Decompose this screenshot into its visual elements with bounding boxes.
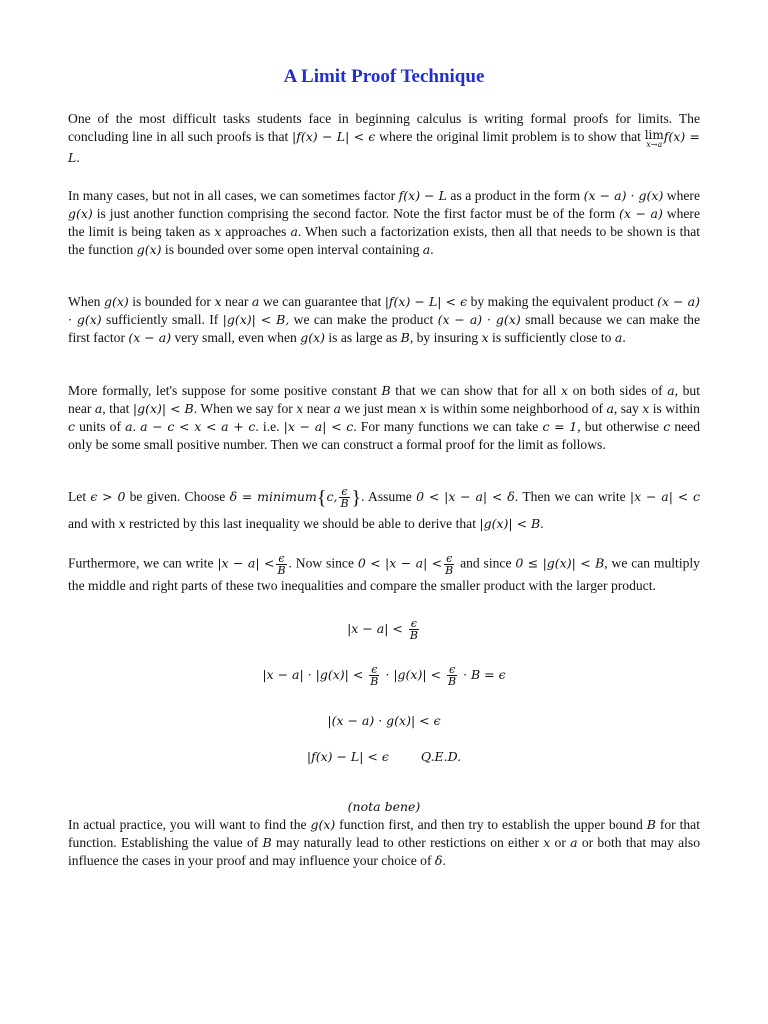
equation-4: |f(x) − L| < ϵ Q.E.D.	[306, 749, 462, 764]
text: One of the most difficult tasks students face in beginning calculus is writing formal proofs for limits. The concluding line in all such proofs is that	[68, 111, 700, 144]
fraction: $\frac{\epsilon}{B}$	[277, 552, 286, 577]
paragraph-let-epsilon: Let ϵ > 0 be given. Choose δ = minimum{c, $\frac{\epsilon}{B}$ }. Assume 0 < |x − a| < δ. Then we can write |x − a| < c and with x restricted by this last inequality we should be able to derive that |g(x)| < B.	[68, 485, 701, 531]
equation-2: |x − a| · |g(x)| < $\frac{\epsilon}{B}$ · |g(x)| < $\frac{\epsilon}{B}$ · B = ϵ	[262, 663, 506, 688]
equation-1: |x − a| < $\frac{\epsilon}{B}$	[347, 617, 418, 642]
paragraph-bounded: When g(x) is bounded for x near a we can guarantee that |f(x) − L| < ϵ by making the equivalent product (x − a) · g(x) sufficiently small. If |g(x)| < B, we can make the product (x − a) · g(x) small because we can make the first factor (x − a) very small, even when g(x) is as large as B, by insuring x is sufficiently close to a.	[68, 294, 700, 345]
paragraph-intro	[68, 110, 700, 167]
paragraph-factoring: In many cases, but not in all cases, we can sometimes factor f(x) − L as a product in the form (x − a) · g(x) where g(x) is just another function comprising the second factor. Note the first factor must be of the form (x − a) where the limit is being taken as x approaches a. When such a factorization exists, then all that needs to be shown is that the function g(x) is bounded over some open interval containing a.	[68, 188, 701, 257]
fraction: $\frac{\epsilon}{B}$	[370, 663, 379, 688]
fraction: $\frac{\epsilon}{B}$	[340, 485, 349, 511]
equation-3: |(x − a) · g(x)| < ϵ	[327, 713, 441, 728]
fraction: $\frac{\epsilon}{B}$	[445, 552, 454, 577]
math: |f(x) − L| < ϵ	[292, 129, 376, 144]
paragraph-practice: In actual practice, you will want to find the g(x) function first, and then try to establish the upper bound B for that function. Establishing the value of B may naturally lead to other restictions on either x or a or both that may also influence the cases in your proof and may influence your choice of δ.	[68, 817, 700, 868]
page-title: A Limit Proof Technique	[283, 66, 485, 87]
limit-operator: lim x→a	[644, 128, 664, 149]
nota-bene: (nota bene)	[347, 799, 421, 814]
brace-open: {	[316, 487, 327, 509]
fraction: $\frac{\epsilon}{B}$	[409, 617, 418, 642]
paragraph-formal: More formally, let's suppose for some positive constant B that we can show that for all x on both sides of a, but near a, that |g(x)| < B. When we say for x near a we just mean x is within some neighborhood of a, say x is within c units of a. a − c < x < a + c. i.e. |x − a| < c. For many functions we can take c = 1, but otherwise c need only be some small positive number. Then we can construct a formal proof for the limit as follows.	[68, 383, 701, 452]
text: .	[76, 150, 80, 165]
text: where the original limit problem is to show that	[375, 129, 645, 144]
math: f(x) = L	[68, 129, 700, 165]
fraction: $\frac{\epsilon}{B}$	[447, 663, 457, 688]
brace-close: }	[351, 487, 362, 509]
qed-mark: Q.E.D.	[420, 749, 462, 764]
paragraph-furthermore: Furthermore, we can write |x − a| < $\frac{\epsilon}{B}$ . Now since 0 < |x − a| < $\frac{\epsilon}{B}$ and since 0 ≤ |g(x)| < B, we can multiply the middle and right parts of these two inequalities and compare the smaller product with the larger product.	[68, 552, 700, 593]
